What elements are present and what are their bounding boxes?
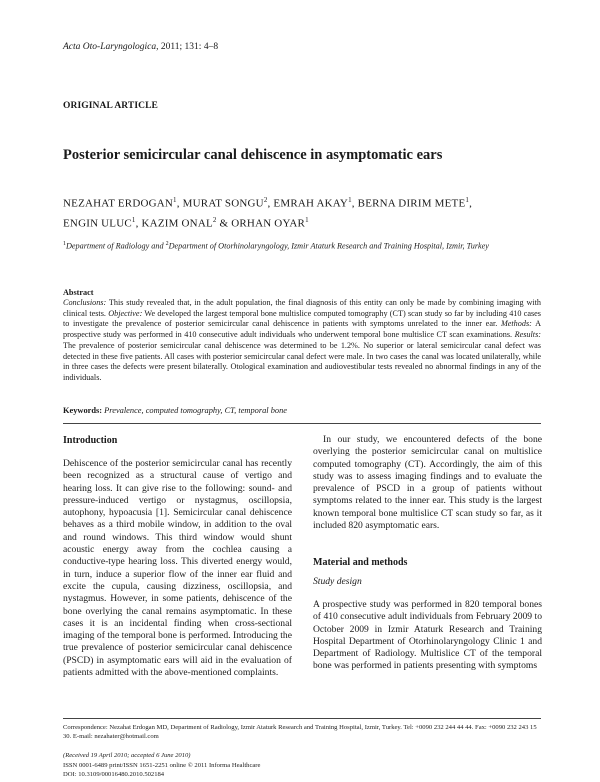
journal-name: Acta Oto-Laryngologica, <box>63 42 159 52</box>
author-affiliation-mark: 1 <box>131 215 136 224</box>
author-affiliation-mark: 1 <box>465 196 470 204</box>
keywords <box>63 406 541 415</box>
study-design-heading: Study design <box>313 576 362 587</box>
section-label: ORIGINAL ARTICLE <box>63 101 158 111</box>
author-affiliation-mark: 2 <box>212 215 217 224</box>
author: BERNA DIRIM METE <box>357 197 466 210</box>
abstract-results-label: Results: <box>514 330 541 340</box>
correspondence: Correspondence: Nezahat Erdogan MD, Department of Radiology, Izmir Ataturk Research and Training Hospital, Izmir, Turkey. Tel: +0090 232 244 44 44. Fax: +0090 232 243 15 30. E-mail: nezahater@hotmail.com <box>63 724 537 740</box>
author-affiliation-mark: 1 <box>305 215 309 224</box>
divider <box>63 423 541 424</box>
introduction-column <box>63 458 292 679</box>
received-dates-text: (Received 19 April 2010; accepted 6 June 2010) <box>63 752 191 759</box>
footnote-divider <box>63 718 541 719</box>
author: EMRAH AKAY <box>273 197 349 210</box>
affiliation-orl: Department of Otorhinolaryngology, Izmir Ataturk Research and Training Hospital, Izmir, Turkey <box>168 241 489 251</box>
abstract-methods: A prospective study was performed in 410 consecutive adult individuals who underwent temporal bone multislice CT scan examinations. <box>63 319 541 340</box>
journal-citation <box>63 42 218 52</box>
affiliation-radiology: Department of Radiology and <box>66 241 166 251</box>
methods-heading: Material and methods <box>313 557 408 568</box>
article-title: Posterior semicircular canal dehiscence in asymptomatic ears <box>63 147 443 163</box>
keywords-list: Prevalence, computed tomography, CT, temporal bone <box>104 406 287 415</box>
abstract-objective-label: Objective: <box>108 308 143 318</box>
issn-line: ISSN 0001-6489 print/ISSN 1651-2251 online © 2011 Informa Healthcare <box>63 762 261 769</box>
author-list <box>63 192 543 231</box>
author-affiliation-mark: 2 <box>263 196 268 204</box>
author: NEZAHAT ERDOGAN <box>63 197 174 210</box>
abstract-body <box>63 298 541 384</box>
author-affiliation-mark: 1 <box>173 196 177 204</box>
author: ORHAN OYAR <box>231 217 306 230</box>
author-separator: , <box>351 197 358 210</box>
abstract-objective: We developed the largest temporal bone multislice computed tomography (CT) scan study so far by including 410 cases to investigate the prevalence of posterior semicircular canal dehiscence in patients with symptoms unrelated to the inner ear. <box>63 308 541 329</box>
affiliations <box>63 238 541 253</box>
methods-column <box>313 599 542 673</box>
author-separator: , <box>267 197 274 210</box>
abstract-conclusions: This study revealed that, in the adult population, the final diagnosis of this entity can only be made by combining imaging with clinical tests. <box>63 298 541 318</box>
affiliation-mark: 1 <box>63 241 66 247</box>
author: KAZIM ONAL <box>141 217 213 230</box>
author: MURAT SONGU <box>182 197 264 210</box>
abstract-methods-label: Methods: <box>500 319 532 329</box>
doi-line: DOI: 10.3109/00016480.2010.502184 <box>63 771 165 778</box>
author-separator: , <box>135 217 142 230</box>
methods-paragraph-1: A prospective study was performed in 820 temporal bones of 410 consecutive adult individuals from February 2009 to October 2009 in Izmir Ataturk Research and Training Hospital Department of Otorhinolaryngology Clinic 1 and Department of Radiology. Multislice CT of the temporal bone was performed in patients presenting with symptoms <box>313 599 542 672</box>
abstract-conclusions-label: Conclusions: <box>63 298 107 307</box>
abstract-heading: Abstract <box>63 288 94 297</box>
keywords-label: Keywords: <box>63 406 103 415</box>
affiliation-mark: 2 <box>165 241 169 247</box>
journal-volume: 2011; 131: 4–8 <box>158 42 219 52</box>
introduction-paragraph-2: In our study, we encountered defects of the bone overlying the posterior semicircular canal on multislice computed tomography (CT). Accordingly, the aim of this study was to assess imaging findings and to evaluate the prevalence of PSCD in a group of patients without symptoms related to the inner ear. This study is the largest known temporal bone multislice CT scan study so far, as it included 820 asymptomatic ears. <box>313 434 542 532</box>
introduction-paragraph-1: Dehiscence of the posterior semicircular canal has recently been recognized as a structural cause of vertigo and hearing loss. It can give rise to the following: sound- and pressure-induced vertigo or nystagmus, oscillopsia, autophony, hypoacusia [1]. Semicircular canal dehiscence behaves as a third mobile window, in addition to the oval and round windows. This third window would shunt acoustic energy away from the cochlea causing a conductive-type hearing loss. This diverted energy would, in turn, induce a superior flow of the inner ear fluid and excite the cupula, causing dizziness, oscillopsia, and nystagmus. However, in some patients, dehiscence of the bone overlying the canal remains asymptomatic. In these cases it is an incidental finding when cross-sectional imaging of the temporal bone is performed. Introducing the true prevalence of posterior semicircular canal dehiscence (PSCD) in asymptomatic ears will aid in the evaluation of patients admitted with the above-mentioned complaints. <box>63 458 292 679</box>
author-separator: , <box>469 197 473 210</box>
author: ENGIN ULUC <box>63 217 132 230</box>
author-separator: , <box>176 197 183 210</box>
author-affiliation-mark: 1 <box>348 196 352 204</box>
author-separator: & <box>216 217 232 230</box>
introduction-heading: Introduction <box>63 435 118 446</box>
received-dates <box>63 751 541 760</box>
abstract-results: The prevalence of posterior semicircular canal dehiscence was determined to be 1.2%. No superior or lateral semicircular canal defect was detected in these five patients. All cases with posterior semicircular canal defect were male. In two cases the canal was located unilaterally, while in three cases the defects were present bilaterally. Otological examination and audiovestibular tests revealed no abnormal findings in any of the individuals. <box>63 340 541 382</box>
right-column <box>313 434 542 532</box>
